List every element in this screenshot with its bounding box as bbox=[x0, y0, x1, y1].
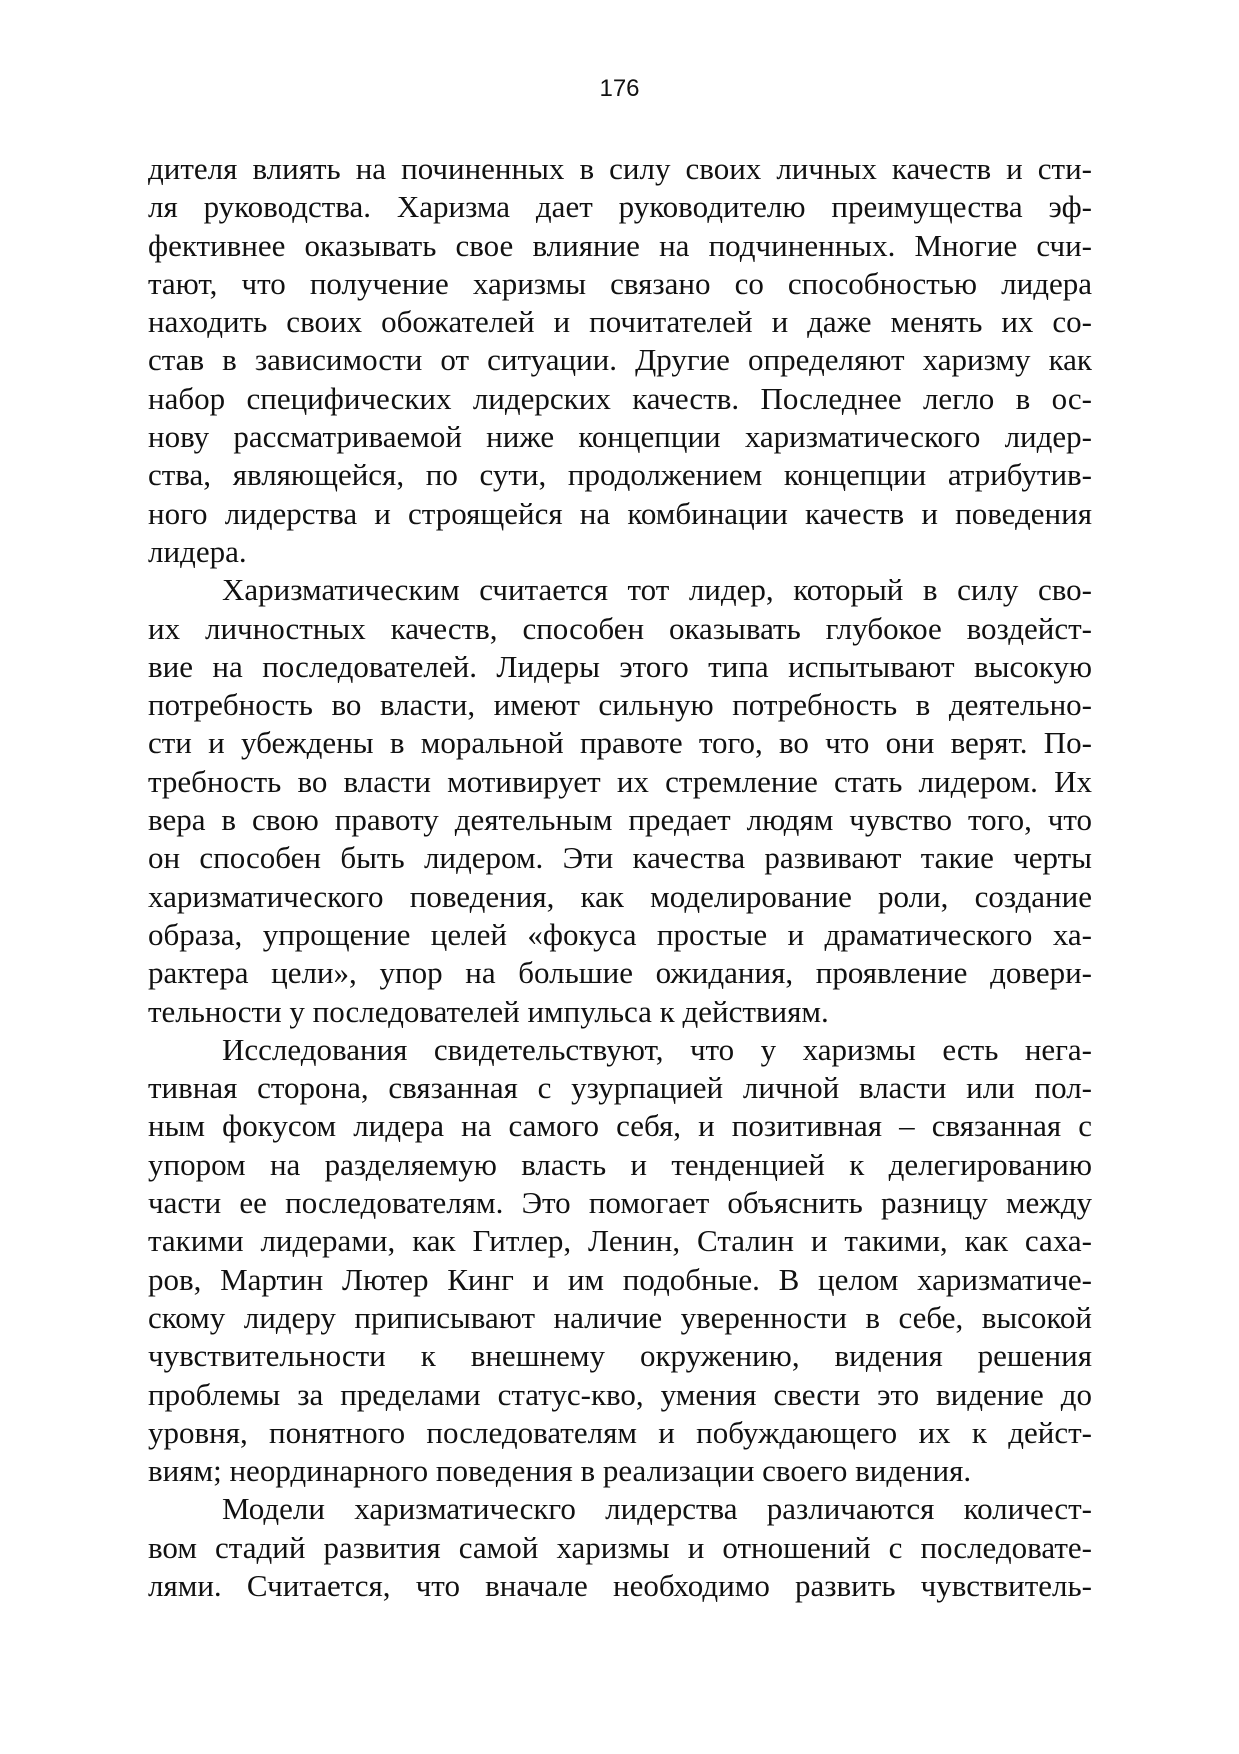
text-line: упором на разделяемую власть и тенденцией к делегированию bbox=[148, 1146, 1092, 1182]
text-line: тивная сторона, связанная с узурпацией личной власти или пол- bbox=[148, 1070, 1092, 1106]
text-line: Харизматическим считается тот лидер, который в силу сво- bbox=[222, 572, 1092, 608]
text-line: став в зависимости от ситуации. Другие определяют харизму как bbox=[148, 342, 1092, 378]
page-number: 176 bbox=[599, 75, 640, 102]
text-line: Исследования свидетельствуют, что у харизмы есть нега- bbox=[222, 1031, 1092, 1067]
text-line: тельности у последователей импульса к действиям. bbox=[148, 993, 829, 1029]
text-line: ства, являющейся, по сути, продолжением концепции атрибутив- bbox=[148, 457, 1092, 493]
text-line: харизматического поведения, как моделирование роли, создание bbox=[148, 878, 1092, 914]
text-line: ного лидерства и строящейся на комбинации качеств и поведения bbox=[148, 495, 1092, 531]
text-line: сти и убеждены в моральной правоте того, во что они верят. По- bbox=[148, 725, 1092, 761]
text-line: тают, что получение харизмы связано со способностью лидера bbox=[148, 265, 1092, 301]
text-line: части ее последователям. Это помогает объяснить разницу между bbox=[148, 1185, 1092, 1221]
text-line: виям; неординарного поведения в реализации своего видения. bbox=[148, 1453, 972, 1489]
paragraph bbox=[148, 1031, 1092, 1491]
text-line: ля руководства. Харизма дает руководителю преимущества эф- bbox=[148, 189, 1092, 225]
text-line: требность во власти мотивирует их стремление стать лидером. Их bbox=[148, 763, 1092, 799]
text-line: чувствительности к внешнему окружению, видения решения bbox=[148, 1338, 1092, 1374]
text-line: уровня, понятного последователям и побуждающего их к дейст- bbox=[148, 1414, 1092, 1450]
text-line: лидера. bbox=[148, 533, 247, 569]
text-line: такими лидерами, как Гитлер, Ленин, Сталин и такими, как саха- bbox=[148, 1223, 1092, 1259]
text-line: фективнее оказывать свое влияние на подчиненных. Многие счи- bbox=[148, 227, 1092, 263]
text-line: вом стадий развития самой харизмы и отношений с последовате- bbox=[148, 1529, 1092, 1565]
text-line: лями. Считается, что вначале необходимо развить чувствитель- bbox=[148, 1567, 1092, 1603]
text-body bbox=[148, 150, 1092, 1605]
text-line: нову рассматриваемой ниже концепции харизматического лидер- bbox=[148, 419, 1092, 455]
text-line: Модели харизматическго лидерства различаются количест- bbox=[222, 1491, 1092, 1527]
text-line: находить своих обожателей и почитателей и даже менять их со- bbox=[148, 304, 1092, 340]
text-line: вера в свою правоту деятельным предает людям чувство того, что bbox=[148, 802, 1092, 838]
text-line: ным фокусом лидера на самого себя, и позитивная – связанная с bbox=[148, 1108, 1092, 1144]
text-line: потребность во власти, имеют сильную потребность в деятельно- bbox=[148, 687, 1092, 723]
text-line: проблемы за пределами статус-кво, умения свести это видение до bbox=[148, 1376, 1092, 1412]
text-line: рактера цели», упор на большие ожидания, проявление довери- bbox=[148, 955, 1092, 991]
text-line: дителя влиять на починенных в силу своих личных качеств и сти- bbox=[148, 151, 1092, 186]
text-line: скому лидеру приписывают наличие уверенности в себе, высокой bbox=[148, 1299, 1092, 1335]
text-line: вие на последователей. Лидеры этого типа испытывают высокую bbox=[148, 648, 1092, 684]
text-line: образа, упрощение целей «фокуса простые и драматического ха- bbox=[148, 916, 1092, 952]
text-line: ров, Мартин Лютер Кинг и им подобные. В целом харизматиче- bbox=[148, 1261, 1092, 1297]
text-line: набор специфических лидерских качеств. Последнее легло в ос- bbox=[148, 380, 1092, 416]
paragraph bbox=[148, 571, 1092, 1031]
paragraph bbox=[148, 1490, 1092, 1605]
text-line: их личностных качеств, способен оказывать глубокое воздейст- bbox=[148, 610, 1092, 646]
paragraph bbox=[148, 150, 1092, 571]
text-line: он способен быть лидером. Эти качества развивают такие черты bbox=[148, 840, 1092, 876]
